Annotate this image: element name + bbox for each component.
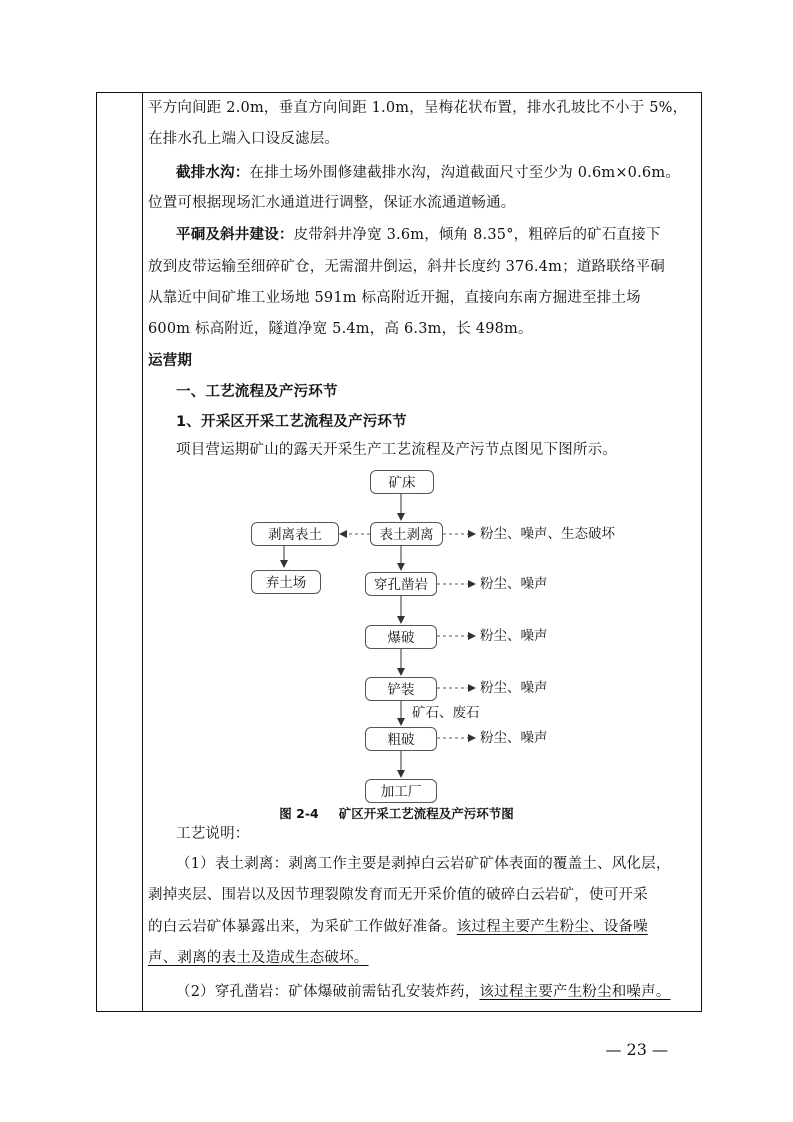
pollution-note: 粉尘、噪声 <box>480 576 548 592</box>
paragraph-line <box>148 948 696 968</box>
heading-section-1: 一、工艺流程及产污环节 <box>176 384 338 400</box>
paragraph-line: 平方向间距 2.0m，垂直方向间距 1.0m，呈梅花状布置，排水孔坡比不小于 5%， <box>148 100 688 116</box>
flow-box-coarse-crushing: 粗破 <box>365 727 437 751</box>
flow-box-waste-dump: 弃土场 <box>251 570 321 594</box>
paragraph-text: （2）穿孔凿岩：矿体爆破前需钻孔安装炸药， <box>176 984 480 1000</box>
flow-box-processing-plant: 加工厂 <box>365 779 437 803</box>
underlined-text: 该过程主要产生粉尘、设备噪 <box>456 919 648 935</box>
paragraph-line: 剥掉夹层、围岩以及因节理裂隙发育而无开采价值的破碎白云岩矿，使可开采 <box>148 887 648 903</box>
paragraph-line <box>176 163 724 183</box>
flow-box-drilling: 穿孔凿岩 <box>365 572 437 596</box>
paragraph-line <box>176 225 724 245</box>
figure-title: 矿区开采工艺流程及产污环节图 <box>338 806 514 821</box>
paragraph-line: 在排水孔上端入口设反滤层。 <box>148 131 340 147</box>
paragraph-line: 600m 标高附近，隧道净宽 5.4m，高 6.3m，长 498m。 <box>148 321 533 337</box>
paragraph-line: （1）表土剥离：剥离工作主要是剥掉白云岩矿矿体表面的覆盖土、风化层， <box>176 856 671 872</box>
explanation-heading: 工艺说明： <box>176 826 250 842</box>
paragraph-line: 位置可根据现场汇水通道进行调整，保证水流通道畅通。 <box>148 195 516 211</box>
paragraph-line <box>148 917 696 937</box>
pollution-note: 粉尘、噪声、生态破坏 <box>480 526 615 542</box>
ore-waste-label: 矿石、废石 <box>412 705 480 721</box>
underlined-text: 该过程主要产生粉尘和噪声。 <box>479 984 671 1000</box>
paragraph-line <box>176 982 724 1002</box>
paragraph-text: 的白云岩矿体暴露出来，为采矿工作做好准备。 <box>148 919 457 935</box>
flow-box-blasting: 爆破 <box>365 625 437 649</box>
paragraph-line: 从靠近中间矿堆工业场地 591m 标高附近开掘，直接向东南方掘进至排土场 <box>148 290 641 306</box>
paragraph-line: 放到皮带运输至细碎矿仓，无需溜井倒运，斜井长度约 376.4m；道路联络平硐 <box>148 259 665 275</box>
pollution-note: 粉尘、噪声 <box>480 730 548 746</box>
intro-text: 项目营运期矿山的露天开采生产工艺流程及产污节点图见下图所示。 <box>176 442 617 458</box>
figure-caption <box>0 804 793 822</box>
figure-number: 图 2-4 <box>279 806 319 821</box>
flow-box-ore-deposit: 矿床 <box>370 470 434 494</box>
subheading-drainage-ditch: 截排水沟： <box>176 165 250 181</box>
underlined-text: 声、剥离的表土及造成生态破坏。 <box>148 950 369 966</box>
heading-operation-period: 运营期 <box>148 353 193 369</box>
page-number: — 23 — <box>605 1040 668 1059</box>
flow-box-stripped-topsoil: 剥离表土 <box>251 522 339 546</box>
paragraph-text: 皮带斜井净宽 3.6m，倾角 8.35°，粗碎后的矿石直接下 <box>293 227 661 243</box>
heading-section-1-1: 1、开采区开采工艺流程及产污环节 <box>176 414 407 430</box>
pollution-note: 粉尘、噪声 <box>480 628 548 644</box>
process-flow-diagram <box>240 465 615 805</box>
flow-box-topsoil-stripping: 表土剥离 <box>370 522 443 546</box>
pollution-note: 粉尘、噪声 <box>480 680 548 696</box>
flow-box-loading: 铲装 <box>365 677 437 701</box>
table-column-divider <box>142 93 143 1011</box>
paragraph-text: 在排土场外围修建截排水沟，沟道截面尺寸至少为 0.6m×0.6m。 <box>249 165 680 181</box>
subheading-adit-inclined-shaft: 平硐及斜井建设： <box>176 227 294 243</box>
